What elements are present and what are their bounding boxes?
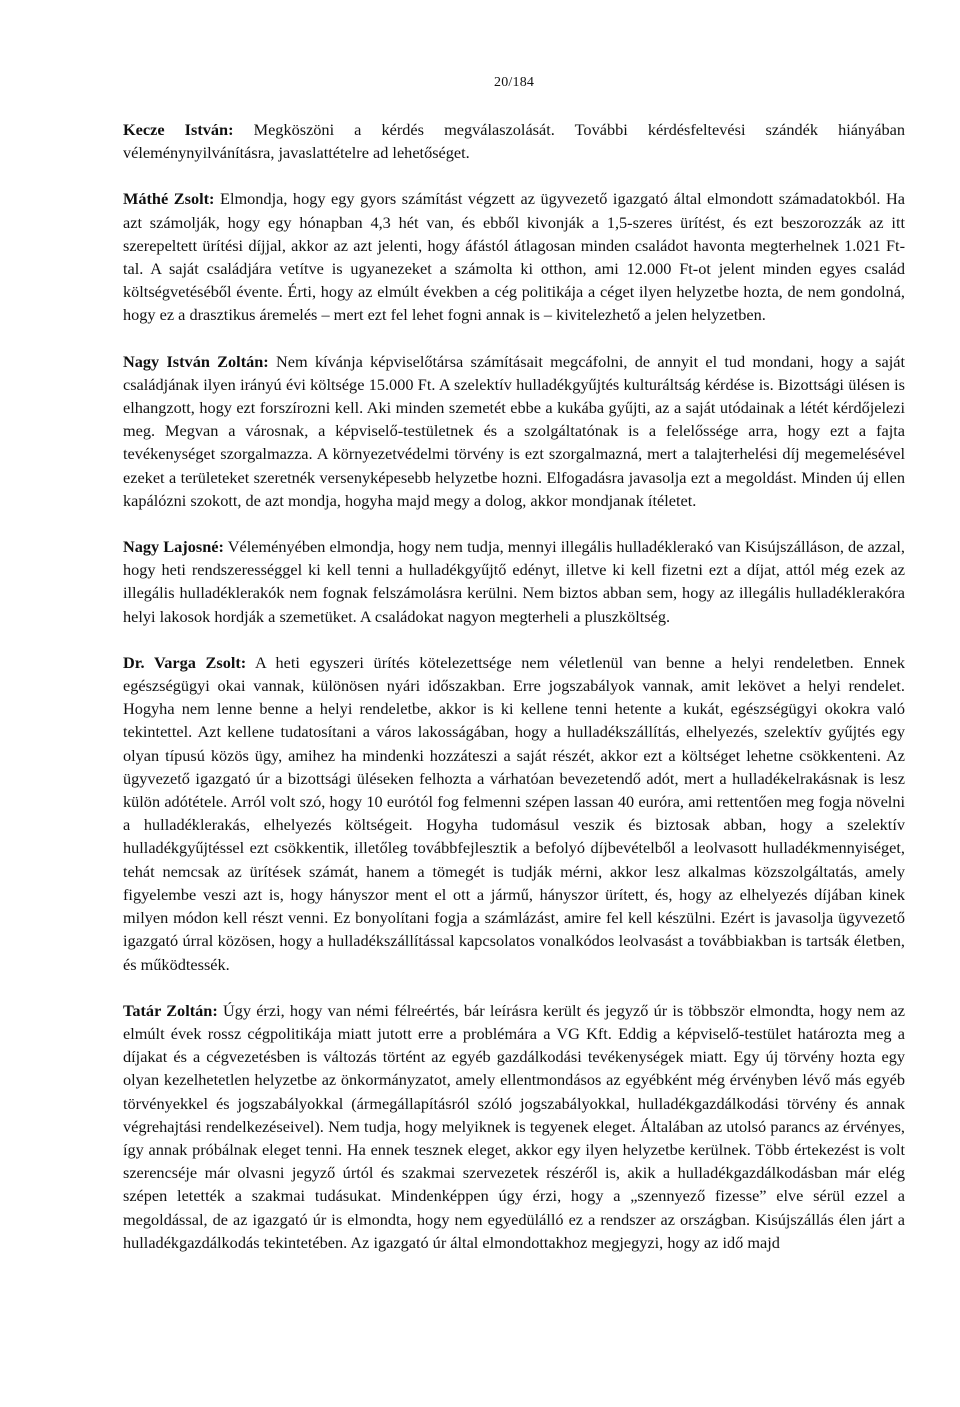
paragraph-text: Véleményében elmondja, hogy nem tudja, mennyi illegális hulladéklerakó van Kisújszálláson, de azzal, hogy heti rendszerességgel ki kell tenni a hulladékgyűjtő edényt, illetve ki kell fizetni ezt a díjat, attól még ezek az illegális hulladéklerakók nem fognak felszámolásra kerülni. Nem biztos abban sem, hogy az illegális hulladéklerakóra helyi lakosok hordják a szemetüket. A családokat nagyon megterheli a pluszköltség. bbox=[123, 537, 906, 626]
paragraph-kecze bbox=[123, 118, 905, 164]
speaker-name: Nagy Lajosné: bbox=[123, 537, 224, 557]
speaker-name: Dr. Varga Zsolt: bbox=[123, 652, 247, 672]
speaker-name: Nagy István Zoltán: bbox=[123, 351, 269, 371]
page-number: 20/184 bbox=[494, 75, 535, 90]
paragraph-text: Úgy érzi, hogy van némi félreértés, bár leírásra került és jegyző úr is többször elmondta, hogy nem az elmúlt évek rossz cégpolitikája miatt jutott erre a problémára a VG Kft. Eddig a képviselő-testület határozta meg a díjakat és a cégvezetésben is változás történt az egyéb gazdálkodási tevékenységek miatt. Egy új törvény hozta egy olyan kezelhetetlen helyzetbe az önkormányzatot, amely ellentmondásos az egyébként még érvényben lévő más egyéb törvényekkel és jogszabályokkal (ármegállapításról szóló jogszabályokkal, hulladékgazdálkodási törvény és annak végrehajtási rendelkezéseivel). Nem tudja, hogy melyiknek is tegyenek eleget. Általában az utolsó parancs az érvényes, így annak próbálnak eleget tenni. Ha ennek tesznek eleget, akkor egy ilyen helyzetbe kerülnek. Több értekezést is volt szerencséje már olvasni jegyző úrtól és szakmai szervezetek részéről is, akik a hulladékgazdálkodásban már elég szépen letették a szakmai tudásukat. Mindenképpen úgy érzi, hogy a „szennyező fizesse” elve sérül ezzel a megoldással, de az igazgató úr is elmondta, hogy nem egyedülálló ez a rendszer az országban. Kisújszállás élen járt a hulladékgazdálkodás tekintetében. Az igazgató úr által elmondottakhoz megjegyzi, hogy az idő majd bbox=[123, 1000, 905, 1252]
speaker-name: Tatár Zoltán: bbox=[123, 1000, 218, 1020]
paragraph-tatar bbox=[123, 999, 905, 1254]
speaker-name: Máthé Zsolt: bbox=[123, 189, 215, 209]
paragraph-text: Nem kívánja képviselőtársa számításait megcáfolni, de annyit el tud mondani, hogy a saját családjának ilyen irányú évi költsége 15.000 Ft. A szelektív hulladékgyűjtés kulturáltság kérdése is. Bizottsági ülésen is elhangzott, hogy ezt forszírozni kell. Aki minden szemetét ebbe a kukába gyűjti, az a saját utódainak a létét kérdőjelezi meg. Megvan a városnak, a képviselő-testületnek és a szolgáltatónak is a felelőssége arra, hogy ezt a fajta tevékenységet szorgalmazza. A környezetvédelmi törvény is ezt szorgalmazná, mert a talajterhelési díj megemelésével ezeket a területeket szeretnék versenyképesebb helyzetbe hozni. Elfogadásra javasolja ezt a megoldást. Minden új ellen kapálózni szokott, de azt mondja, hogyha majd megy a dolog, akkor mondjanak ítéletet. bbox=[123, 351, 905, 510]
paragraph-nagy-lajosne bbox=[123, 535, 905, 628]
paragraph-text: Elmondja, hogy egy gyors számítást végzett az ügyvezető igazgató által elmondott számadatokból. Ha azt számolják, hogy egy hónapban 4,3 hét van, és ebből kivonják a 1,5-szeres ürítést, és ezt beszorozzák az itt szerepeltett ürítési díjjal, akkor az azt jelenti, hogy áfástól átlagosan minden családot havonta megterhelnek 1.021 Ft-tal. A saját családjára vetítve is ugyanezeket a számolta ki otthon, ami 12.000 Ft-ot jelent minden egyes család költségvetéséből évente. Érti, hogy az elmúlt években a cég politikája a céget ilyen helyzetbe hozta, de nem gondolná, hogy ez a drasztikus áremelés – mert ezt fel lehet fogni annak is – kivitelezhető a jelen helyzetben. bbox=[123, 189, 906, 325]
paragraph-mathe bbox=[123, 187, 905, 326]
paragraph-text: Megköszöni a kérdés megválaszolását. További kérdésfeltevési szándék hiányában véleménynyilvánításra, javaslattételre ad lehetőséget. bbox=[123, 120, 905, 163]
paragraph-varga bbox=[123, 651, 905, 976]
paragraph-text: A heti egyszeri ürítés kötelezettsége nem véletlenül van benne a helyi rendeletben. Ennek egészségügyi okai vannak, különösen nyári időszakban. Erre jogszabályok vannak, amit lekövet a helyi rendelet. Hogyha nem lenne benne a helyi rendeletbe, akkor is ki kellene tenni hetente a kukát, egészségügyi okokra való tekintettel. Azt kellene tudatosítani a város lakosságában, hogy a hulladékszállítás, elhelyezés, szelektív gyűjtés egy olyan típusú közös ügy, amihez ha mindenki hozzáteszi a saját részét, akkor ezt a költséget lehetne csökkenteni. Az ügyvezető igazgató úr a bizottsági üléseken felhozta a várhatóan bevezetendő adót, mert a hulladékelrakásnak is lesz külön adótétele. Arról volt szó, hogy 10 eurótól fog felmenni szépen lassan 40 euróra, ami rettentően meg fogja növelni a hulladéklerakás, elhelyezés költségeit. Hogyha tudomásul veszik és biztosak abban, hogy a szelektív hulladékgyűjtéssel ezt csökkentik, illetőleg továbbfejlesztik a befolyó díjbevételből a leolvasott hulladékmennyiséget, tehát nemcsak az ürítések számát, hanem a tömegét is tudják mérni, akkor lesz alkalmas közszolgáltatás, amely figyelembe veszi azt is, hogy hányszor ment el ott a jármű, hányszor ürített, és, hogy az elhelyezés díjában kinek milyen módon kell részt venni. Ez bonyolítani fogja a számlázást, amire fel kell készülni. Ezért is javasolja ügyvezető igazgató úrral közösen, hogy a hulladékszállítással kapcsolatos vonalkódos leolvasást a továbbiakban is tartsák életben, és működtessék. bbox=[123, 652, 905, 974]
minutes-body bbox=[123, 118, 905, 1254]
speaker-name: Kecze István: bbox=[123, 120, 234, 139]
paragraph-nagy-istvan bbox=[123, 350, 905, 512]
